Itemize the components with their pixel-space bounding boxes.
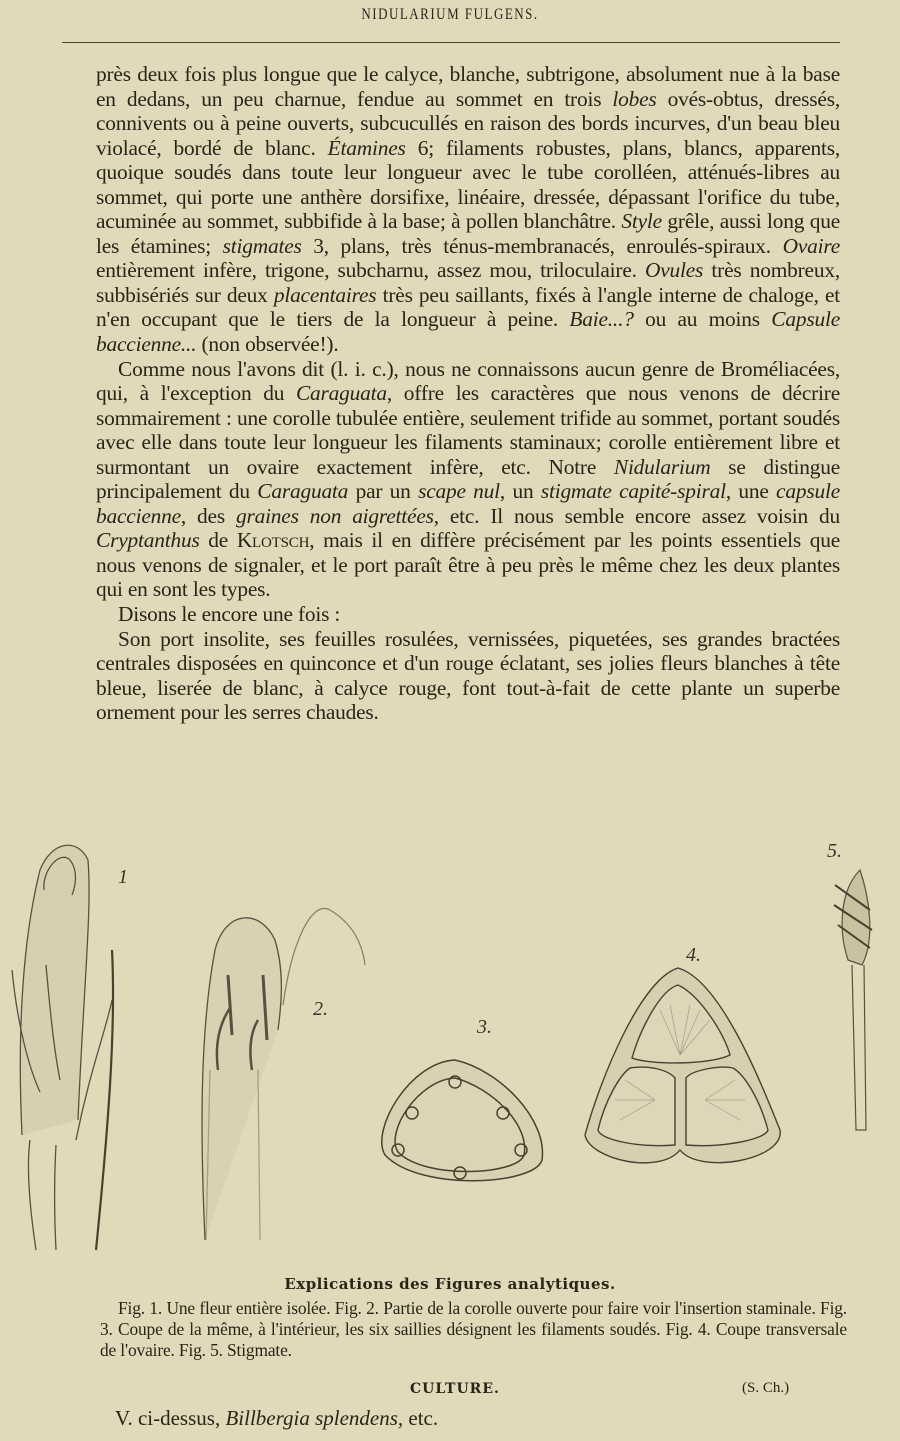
figure-5-stigma xyxy=(834,870,872,1130)
text-run: 6; filaments robustes, plans, blancs, apparents, quoique soudés dans toute leur longueur avec le tube corolléen, atténués-libres au sommet, qui porte une anthère dorsifixe, linéaire, dressée, dépassant l'orifice du tube, acuminée au sommet, subbifide à la base; à pollen blanchâtre. xyxy=(96,135,841,234)
text-run: se distingue principalement du xyxy=(96,454,841,504)
figure-2-corolla-section xyxy=(202,908,365,1240)
text-run: (non observée!). xyxy=(196,332,339,357)
text-run: grêle, aussi long que les étamines; xyxy=(96,209,840,258)
italic-term: scape nul xyxy=(418,479,500,504)
figure-label-3: 3. xyxy=(477,1016,492,1038)
culture-author: (S. Ch.) xyxy=(742,1380,790,1396)
text-run: Son port insolite, ses feuilles rosulées, vernissées, piquetées, ses grandes bractées centrales disposées en quinconce et d'un rouge éclatant, ses jolies fleurs blanches à tête bleue, liserée de blanc, à calyce rouge, font tout-à-fait de cette plante un superbe ornement pour les serres chaudes. xyxy=(96,626,840,725)
figure-label-4: 4. xyxy=(686,944,701,966)
italic-term: Capsule baccienne... xyxy=(96,307,840,357)
explanations-title: Explications des Figures analytiques. xyxy=(284,1275,616,1293)
italic-term: Étamines xyxy=(327,135,406,160)
italic-term: capsule baccienne xyxy=(96,479,840,528)
italic-term: Caraguata xyxy=(257,479,349,504)
culture-title: CULTURE. xyxy=(410,1381,500,1397)
figure-label-5: 5. xyxy=(827,840,842,862)
text-run: , etc. Il nous semble encore assez voisin du xyxy=(433,503,840,528)
text-run: , mais il en diffère précisément par les points essentiels que nous venons de signaler, et le port paraît être à peu près le même chez les deux plantes qui en sont les types. xyxy=(96,528,840,602)
text-run: , offre les caractères que nous venons de décrire sommairement : une corolle tubulée entière, seulement trifide au sommet, portant soudés avec elle dans toute leur longueur les filaments staminaux; corolle entièrement libre et surmontant un ovaire exactement infère, etc. Notre xyxy=(96,381,840,479)
text-run: , un xyxy=(499,479,541,504)
text-run: de xyxy=(199,528,237,553)
italic-term: Caraguata xyxy=(295,381,387,406)
text-run: Comme nous l'avons dit (l. i. c.), nous ne connaissons aucun genre de Broméliacées, qui, à l'exception du xyxy=(96,356,840,406)
analytical-figures xyxy=(0,830,900,1260)
text-run: Disons le encore une fois : xyxy=(118,602,341,627)
text-run: , des xyxy=(180,503,236,528)
culture-text-species: Billbergia splendens, xyxy=(225,1406,404,1430)
italic-term: graines non aigrettées xyxy=(235,503,434,528)
body-paragraph xyxy=(96,602,840,627)
text-run: très nombreux, subbisériés sur deux xyxy=(96,258,840,307)
culture-text-suffix: etc. xyxy=(403,1406,439,1430)
text-run: par un xyxy=(348,479,419,504)
italic-term: lobes xyxy=(612,86,657,111)
italic-term: Baie...? xyxy=(569,307,634,332)
figure-4-ovary-cross-section xyxy=(585,968,780,1163)
italic-term: Ovules xyxy=(644,258,704,283)
text-run: très peu saillants, fixés à l'angle interne de chaloge, et n'en occupant que le tiers de la longueur à peine. xyxy=(96,282,841,332)
explanations-text xyxy=(100,1298,847,1361)
figure-label-1: 1 xyxy=(118,866,128,888)
italic-term: Cryptanthus xyxy=(96,528,200,553)
culture-text xyxy=(115,1406,438,1431)
text-run: , une xyxy=(725,479,777,504)
italic-term: stigmates xyxy=(222,233,302,258)
italic-term: Ovaire xyxy=(782,233,840,258)
culture-text-prefix: V. ci-dessus, xyxy=(115,1406,226,1430)
author-name: Klotsch xyxy=(236,528,310,553)
body-paragraph xyxy=(96,62,840,357)
body-paragraph xyxy=(96,627,840,725)
text-run: près deux fois plus longue que le calyce, blanche, subtrigone, absolument nue à la base en dedans, un peu charnue, fendue au sommet en trois xyxy=(96,62,840,111)
figures-svg xyxy=(0,830,900,1260)
body-paragraph xyxy=(96,357,840,602)
italic-term: Style xyxy=(621,209,662,234)
text-run: ou au moins xyxy=(633,307,772,332)
text-run: ovés-obtus, dressés, connivents ou à peine ouverts, subcucullés en raison des bords incurves, d'un beau bleu violacé, bordé de blanc. xyxy=(96,86,840,160)
explanations-paragraph: Fig. 1. Une fleur entière isolée. Fig. 2. Partie de la corolle ouverte pour faire voir l'insertion staminale. Fig. 3. Coupe de la même, à l'intérieur, les six saillies désignent les filaments soudés. Fig. 4. Coupe transversale de l'ovaire. Fig. 5. Stigmate. xyxy=(100,1298,847,1360)
text-run: entièrement infère, trigone, subcharnu, assez mou, triloculaire. xyxy=(96,258,645,283)
italic-term: Nidularium xyxy=(613,454,711,479)
italic-term: placentaires xyxy=(273,282,377,307)
running-head: NIDULARIUM FULGENS. xyxy=(361,4,539,23)
header-rule xyxy=(62,42,840,43)
italic-term: stigmate capité-spiral xyxy=(540,479,726,504)
figure-3-corolla-cross-section xyxy=(382,1060,543,1181)
figure-label-2: 2. xyxy=(313,998,328,1020)
text-run: 3, plans, très ténus-membranacés, enroulés-spiraux. xyxy=(301,233,783,258)
figure-1-flower xyxy=(12,845,113,1250)
body-text xyxy=(96,62,840,725)
